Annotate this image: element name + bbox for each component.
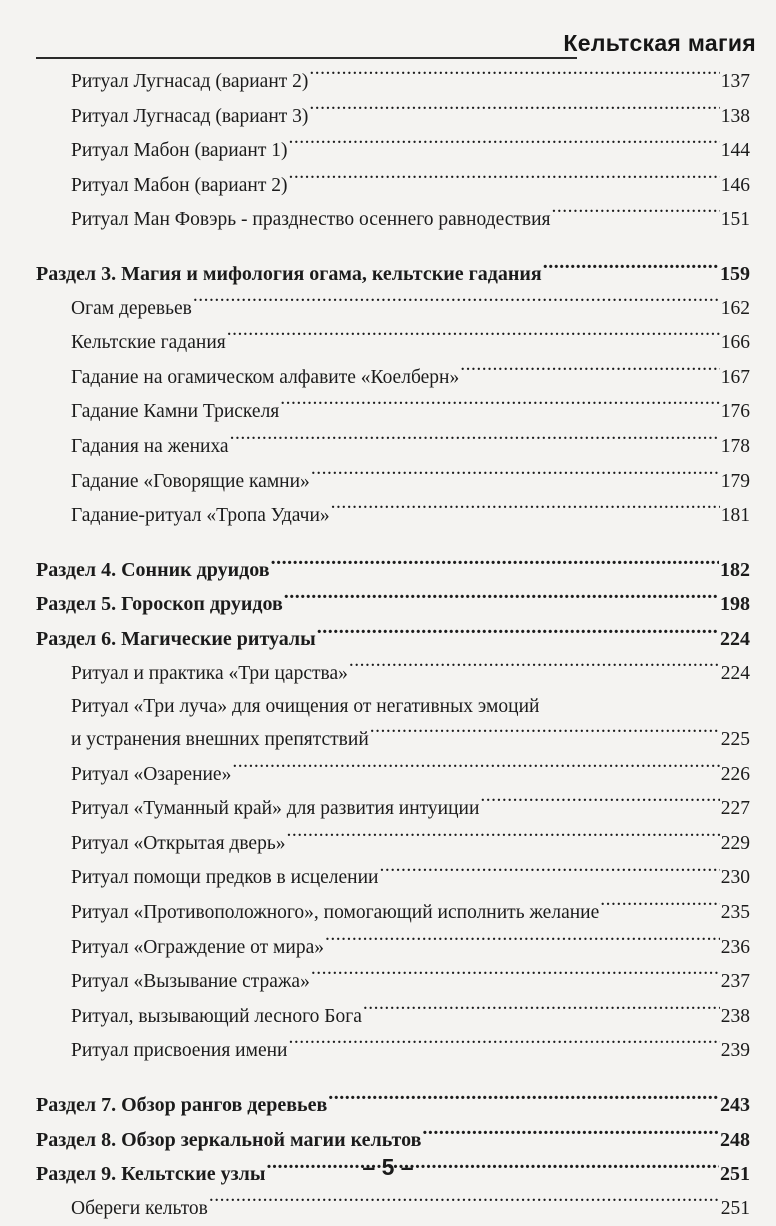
toc-entry-title: Раздел 3. Магия и мифология огама, кельтские гадания <box>36 262 542 285</box>
dot-leader <box>309 102 719 122</box>
toc-entry-title: Гадание-ритуал «Тропа Удачи» <box>71 505 330 527</box>
toc-entry-title: Ритуал Лугнасад (вариант 2) <box>71 71 309 92</box>
toc-entry-page: 226 <box>720 763 750 785</box>
toc-entry-page: 251 <box>720 1163 750 1186</box>
toc-entry-title: Ритуал Мабон (вариант 2) <box>71 174 288 196</box>
toc-entry-title: Раздел 7. Обзор рангов деревьев <box>36 1094 328 1117</box>
toc-entry <box>36 758 750 793</box>
toc-entry-page: 166 <box>720 332 750 354</box>
dot-leader <box>552 206 720 226</box>
table-of-contents <box>36 65 750 1226</box>
toc-entry <box>36 203 750 238</box>
toc-entry-title: Раздел 5. Гороскоп друидов <box>36 593 283 616</box>
toc-entry-page: 230 <box>720 867 750 889</box>
dot-leader <box>311 968 720 988</box>
dot-leader <box>349 659 720 679</box>
toc-entry <box>36 361 750 396</box>
toc-entry-title: и устранения внешних препятствий <box>71 729 369 751</box>
toc-entry <box>36 292 750 327</box>
toc-entry-title: Раздел 6. Магические ритуалы <box>36 627 316 650</box>
toc-entry <box>36 499 750 534</box>
toc-entry-page: 251 <box>720 1197 750 1219</box>
toc-entry-title: Ритуал Мабон (вариант 1) <box>71 140 288 162</box>
toc-entry-page: 181 <box>720 505 750 527</box>
toc-entry-page: 243 <box>720 1094 750 1117</box>
toc-entry-page: 237 <box>720 971 750 993</box>
dot-leader <box>271 556 719 576</box>
dot-leader <box>209 1194 720 1214</box>
toc-section-entry <box>36 553 750 588</box>
toc-entry-title: Раздел 8. Обзор зеркальной магии кельтов <box>36 1128 422 1151</box>
toc-entry-title: Обереги кельтов <box>71 1197 208 1219</box>
toc-entry <box>36 100 750 135</box>
dot-leader <box>317 625 719 645</box>
toc-entry <box>36 965 750 1000</box>
toc-entry <box>36 1034 750 1069</box>
toc-entry-page: 235 <box>720 902 750 924</box>
toc-entry-page: 138 <box>720 105 750 127</box>
dot-leader <box>193 294 720 314</box>
toc-entry-page: 248 <box>720 1128 750 1151</box>
dot-leader <box>379 864 719 884</box>
toc-entry-title: Гадания на жениха <box>71 435 229 457</box>
dot-leader <box>600 899 719 919</box>
toc-entry-title: Ритуал «Ограждение от мира» <box>71 936 324 958</box>
toc-entry <box>36 861 750 896</box>
toc-entry-page: 167 <box>720 366 750 388</box>
toc-entry-title: Ритуал «Озарение» <box>71 763 232 785</box>
toc-entry-title: Гадание на огамическом алфавите «Коелберн» <box>71 366 460 388</box>
dot-leader <box>325 933 720 953</box>
dot-leader <box>230 432 720 452</box>
toc-entry-page: 239 <box>720 1040 750 1062</box>
toc-entry <box>36 134 750 169</box>
toc-entry <box>36 792 750 827</box>
dot-leader <box>328 1091 719 1111</box>
toc-entry-title: Ритуал и практика «Три царства» <box>71 662 348 684</box>
dot-leader <box>311 467 720 487</box>
dot-leader <box>232 760 719 780</box>
header-title: Кельтская магия <box>563 30 756 56</box>
toc-entry-title: Ритуал «Три луча» для очищения от негативных эмоций <box>71 696 540 718</box>
page-number: – 5 – <box>362 1154 414 1180</box>
toc-entry-page: 236 <box>720 936 750 958</box>
toc-entry-page: 151 <box>720 209 750 231</box>
toc-section-entry <box>36 587 750 622</box>
toc-entry <box>36 931 750 966</box>
dot-leader <box>370 726 720 746</box>
header-rule <box>36 57 577 59</box>
dot-leader <box>280 398 719 418</box>
toc-entry <box>36 723 750 758</box>
toc-entry <box>36 1192 750 1226</box>
toc-entry <box>36 827 750 862</box>
dot-leader <box>363 1002 720 1022</box>
toc-entry <box>36 1000 750 1035</box>
toc-entry-page: 225 <box>720 729 750 751</box>
toc-entry-page: 227 <box>720 798 750 820</box>
toc-entry-page: 178 <box>720 435 750 457</box>
dot-leader <box>480 795 719 815</box>
dot-leader <box>331 502 720 522</box>
toc-entry-page: 224 <box>720 662 750 684</box>
dot-leader <box>460 363 720 383</box>
toc-entry-title: Ритуал Ман Фовэрь - празднество осеннего равнодествия <box>71 209 551 231</box>
toc-entry-page: 137 <box>720 71 750 92</box>
toc-entry-page: 162 <box>720 297 750 319</box>
toc-entry-title: Ритуал «Вызывание стража» <box>71 971 310 993</box>
toc-entry-title: Ритуал, вызывающий лесного Бога <box>71 1005 362 1027</box>
toc-entry-page: 146 <box>720 174 750 196</box>
toc-entry-title: Ритуал Лугнасад (вариант 3) <box>71 105 309 127</box>
dot-leader <box>288 1037 719 1057</box>
toc-section-entry <box>36 622 750 657</box>
toc-entry-page: 182 <box>720 558 750 581</box>
toc-entry-page: 144 <box>720 140 750 162</box>
toc-entry <box>36 691 750 723</box>
toc-entry-page: 229 <box>720 832 750 854</box>
toc-entry-title: Гадание «Говорящие камни» <box>71 470 310 492</box>
toc-entry <box>36 465 750 500</box>
dot-leader <box>422 1126 719 1146</box>
toc-entry-title: Раздел 9. Кельтские узлы <box>36 1163 266 1186</box>
toc-entry-page: 224 <box>720 627 750 650</box>
toc-entry-title: Ритуал «Туманный край» для развития интуиции <box>71 798 480 820</box>
toc-entry-title: Раздел 4. Сонник друидов <box>36 558 270 581</box>
toc-entry-page: 198 <box>720 593 750 616</box>
toc-section-entry <box>36 1088 750 1123</box>
toc-entry <box>36 430 750 465</box>
toc-entry <box>36 395 750 430</box>
toc-entry-title: Ритуал присвоения имени <box>71 1040 288 1062</box>
dot-leader <box>286 829 719 849</box>
dot-leader <box>288 137 719 157</box>
running-header <box>36 30 762 62</box>
toc-entry-title: Ритуал помощи предков в исцелении <box>71 867 379 889</box>
toc-section-entry <box>36 257 750 292</box>
toc-entry <box>36 65 750 100</box>
toc-entry-title: Кельтские гадания <box>71 332 226 354</box>
dot-leader <box>284 590 719 610</box>
dot-leader <box>543 260 719 280</box>
toc-entry <box>36 169 750 204</box>
toc-entry-title: Гадание Камни Трискеля <box>71 401 280 423</box>
toc-entry-page: 238 <box>720 1005 750 1027</box>
dot-leader <box>288 171 719 191</box>
toc-entry <box>36 896 750 931</box>
toc-entry <box>36 326 750 361</box>
toc-entry-title: Ритуал «Противоположного», помогающий исполнить желание <box>71 902 600 924</box>
dot-leader <box>309 68 719 88</box>
toc-entry-title: Огам деревьев <box>71 297 192 319</box>
toc-entry-title: Ритуал «Открытая дверь» <box>71 832 286 854</box>
toc-entry <box>36 657 750 692</box>
toc-section-entry <box>36 1123 750 1158</box>
toc-entry-page: 179 <box>720 470 750 492</box>
toc-entry-page: 176 <box>720 401 750 423</box>
dot-leader <box>227 329 720 349</box>
toc-entry-page: 159 <box>720 262 750 285</box>
